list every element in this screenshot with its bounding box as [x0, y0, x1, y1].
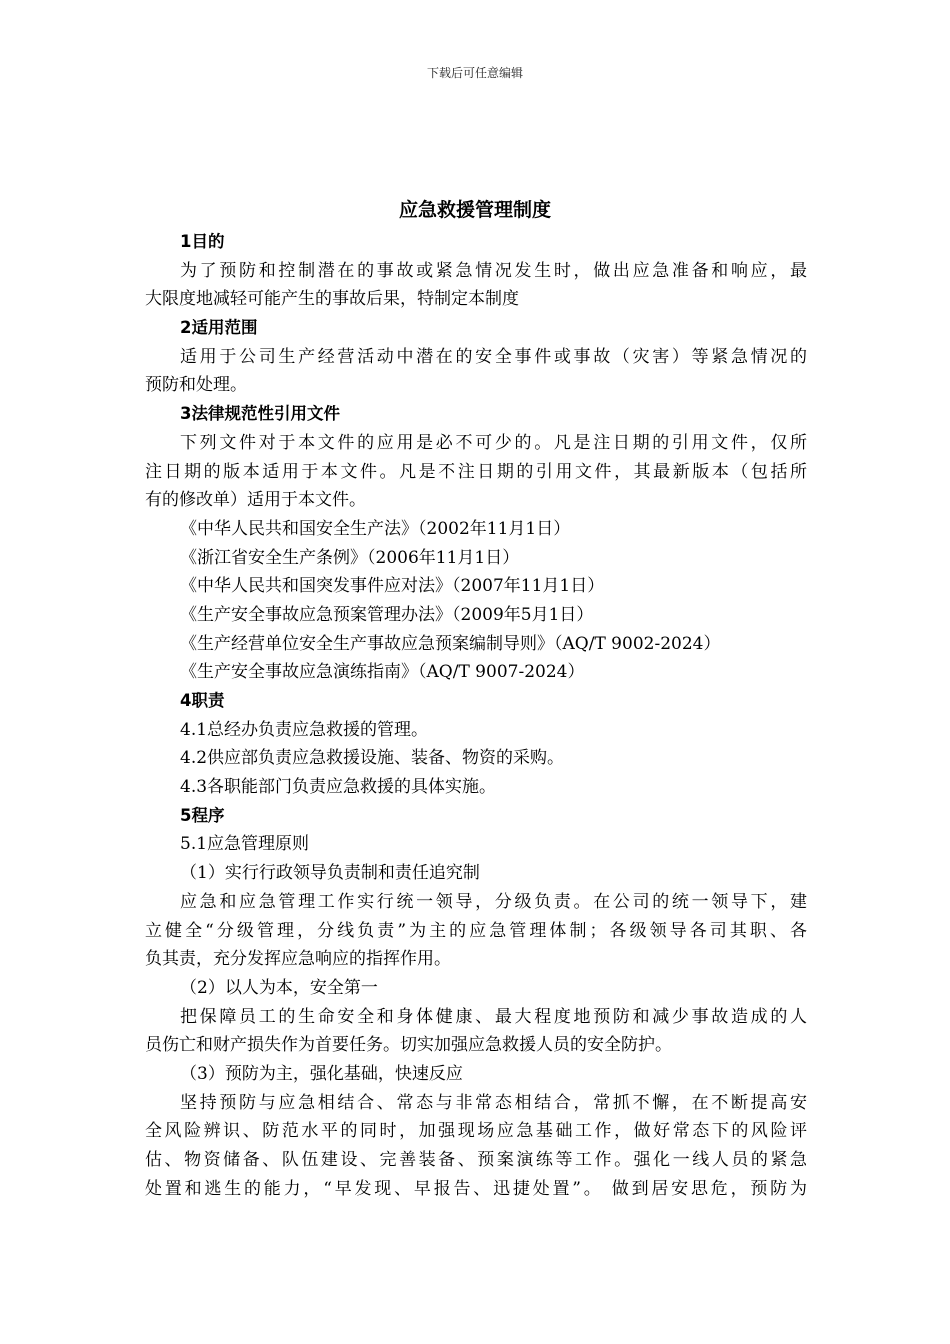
text-line: 《中华人民共和国突发事件应对法》（2007年11月1日）: [180, 576, 605, 597]
section-heading: 5程序: [180, 805, 225, 825]
text-line: 有的修改单）适用于本文件。: [145, 490, 366, 511]
text-line: 《生产经营单位安全生产事故应急预案编制导则》（AQ/T 9002-2024）: [180, 633, 721, 654]
text-line: 下列文件对于本文件的应用是必不可少的。凡是注日期的引用文件，仅所: [180, 432, 807, 453]
text-line: 全风险辨识、防范水平的同时，加强现场应急基础工作，做好常态下的风险评: [145, 1121, 807, 1142]
text-line: 4.2供应部负责应急救援设施、装备、物资的采购。: [180, 748, 565, 769]
text-line: 4.1总经办负责应急救援的管理。: [180, 719, 429, 740]
text-line: 大限度地减轻可能产生的事故后果，特制定本制度: [145, 289, 519, 310]
text-line: （1）实行行政领导负责制和责任追究制: [180, 863, 480, 884]
text-line: 处置和逃生的能力，“早发现、早报告、迅捷处置”。 做到居安思危，预防为: [145, 1178, 807, 1199]
page-header: 下载后可任意编辑: [426, 66, 523, 80]
text-line: 《生产安全事故应急预案管理办法》（2009年5月1日）: [180, 604, 594, 625]
section-heading: 4职责: [180, 691, 225, 710]
text-line: （3）预防为主，强化基础，快速反应: [180, 1063, 463, 1084]
text-line: 适用于公司生产经营活动中潜在的安全事件或事故（灾害）等紧急情况的: [180, 346, 807, 367]
text-line: 《中华人民共和国安全生产法》（2002年11月1日）: [180, 518, 571, 539]
text-line: 4.3各职能部门负责应急救援的具体实施。: [180, 777, 497, 798]
document-body: [145, 228, 807, 1203]
text-line: 应急和应急管理工作实行统一领导，分级负责。在公司的统一领导下，建: [180, 891, 807, 912]
text-line: 《浙江省安全生产条例》（2006年11月1日）: [180, 547, 520, 568]
text-line: 负其责，充分发挥应急响应的指挥作用。: [145, 949, 451, 970]
text-line: 为了预防和控制潜在的事故或紧急情况发生时，做出应急准备和响应，最: [180, 260, 807, 281]
document-title: 应急救援管理制度: [398, 199, 551, 221]
section-heading: 2适用范围: [180, 318, 258, 338]
text-line: 注日期的版本适用于本文件。凡是不注日期的引用文件，其最新版本（包括所: [145, 461, 807, 482]
text-line: 5.1应急管理原则: [180, 834, 310, 855]
text-line: 立健全“分级管理，分线负责”为主的应急管理体制；各级领导各司其职、各: [145, 920, 807, 941]
text-line: 把保障员工的生命安全和身体健康、最大程度地预防和减少事故造成的人: [180, 1006, 807, 1027]
text-line: （2）以人为本，安全第一: [180, 977, 378, 998]
text-line: 估、物资储备、队伍建设、完善装备、预案演练等工作。强化一线人员的紧急: [145, 1150, 807, 1170]
text-line: 预防和处理。: [145, 375, 247, 396]
section-heading: 1目的: [180, 232, 225, 251]
text-line: 《生产安全事故应急演练指南》（AQ/T 9007-2024）: [180, 662, 585, 683]
section-heading: 3法律规范性引用文件: [180, 404, 340, 424]
text-line: 坚持预防与应急相结合、常态与非常态相结合，常抓不懈，在不断提高安: [180, 1092, 807, 1113]
text-line: 员伤亡和财产损失作为首要任务。切实加强应急救援人员的安全防护。: [145, 1035, 672, 1056]
